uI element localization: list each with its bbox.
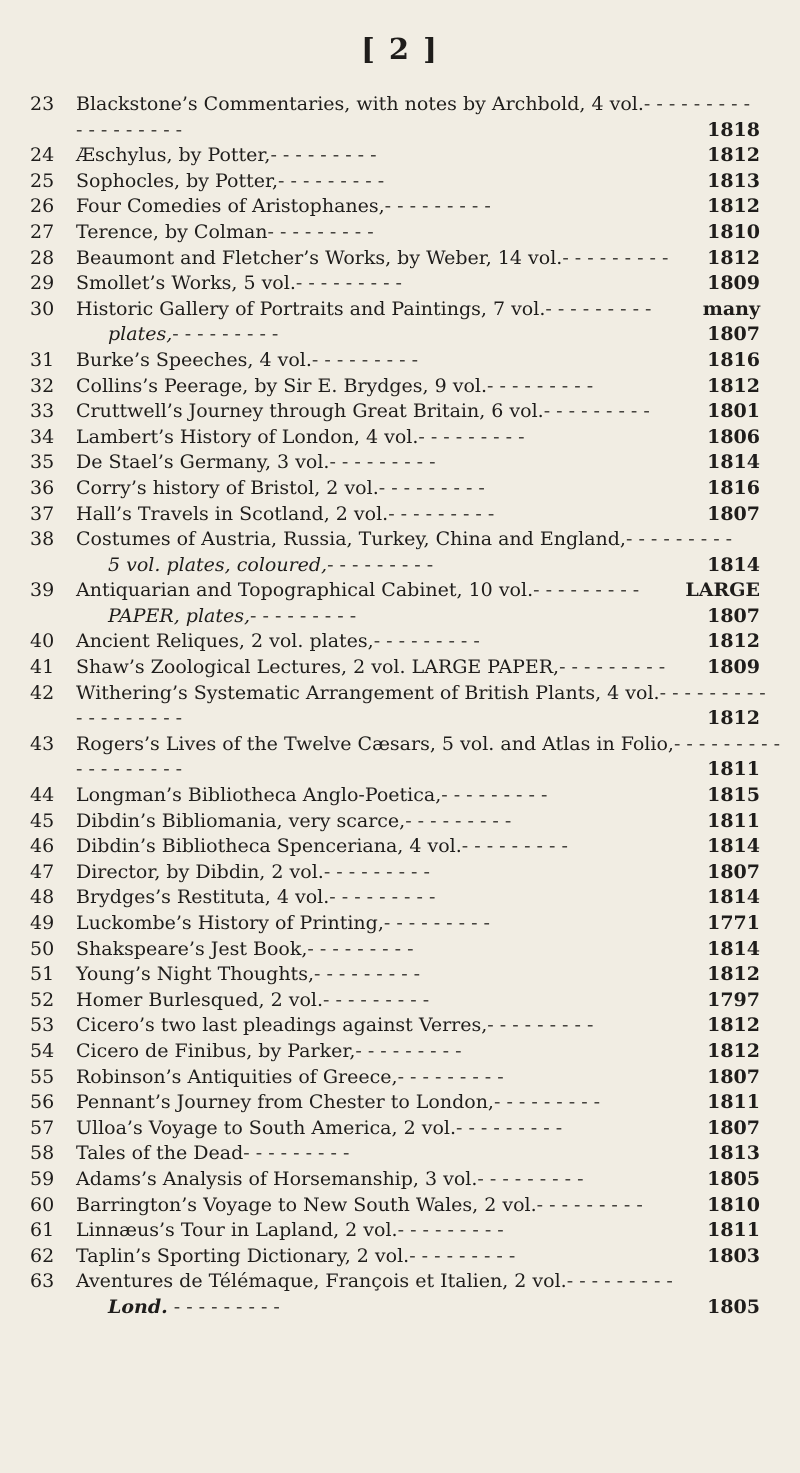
entry-year: 1814 — [707, 886, 760, 909]
list-item — [30, 809, 760, 835]
entry-title: Director, by Dibdin, 2 vol. — [76, 860, 324, 883]
entry-number: 23 — [30, 93, 55, 115]
dot-leader: - - - - - - - - - — [643, 93, 751, 115]
entry-number: 57 — [30, 1116, 55, 1139]
dot-leader: - - - - - - - - - — [243, 1142, 350, 1165]
entry-number: 52 — [30, 988, 55, 1011]
list-item — [30, 681, 766, 732]
list-item — [30, 834, 760, 860]
dot-leader: - - - - - - - - - — [543, 400, 650, 423]
dot-leader: - - - - - - - - - — [329, 886, 436, 909]
list-item — [30, 655, 760, 681]
entry-title: Homer Burlesqued, 2 vol. — [76, 988, 324, 1011]
entry-number: 56 — [30, 1091, 55, 1114]
entry-title: Ulloa’s Voyage to South America, 2 vol. — [76, 1116, 457, 1139]
list-item — [30, 297, 760, 348]
list-item — [30, 450, 760, 476]
entry-continuation: PAPER, plates, — [108, 604, 251, 627]
entry-number: 58 — [30, 1142, 55, 1165]
dot-leader: - - - - - - - - - — [409, 1244, 516, 1267]
entry-year: 1816 — [707, 476, 760, 499]
entry-number: 45 — [30, 809, 55, 832]
entry-number: 61 — [30, 1219, 55, 1242]
dot-leader: - - - - - - - - - — [378, 476, 485, 499]
entry-title: Withering’s Systematic Arrangement of British Plants, 4 vol. — [76, 681, 660, 704]
dot-leader: - - - - - - - - - — [355, 1039, 462, 1062]
dot-leader: - - - - - - - - - — [373, 630, 480, 653]
list-item — [30, 194, 760, 220]
entry-year: 1807 — [707, 860, 760, 883]
entry-title: Aventures de Télémaque, François et Italien, 2 vol. — [76, 1270, 567, 1293]
entry-number: 35 — [30, 451, 55, 474]
entry-year: 1807 — [707, 1065, 760, 1088]
entry-title: Æschylus, by Potter, — [76, 144, 271, 167]
entry-year: 1814 — [707, 553, 760, 576]
dot-leader: - - - - - - - - - — [267, 220, 374, 243]
dot-leader: - - - - - - - - - — [270, 144, 377, 167]
list-item — [30, 271, 760, 297]
entry-year: 1812 — [707, 963, 760, 986]
list-item — [30, 527, 760, 578]
list-item — [30, 1090, 760, 1116]
entry-year: 1810 — [707, 220, 760, 243]
list-item — [30, 1013, 760, 1039]
entry-year: 1797 — [707, 988, 760, 1011]
dot-leader: - - - - - - - - - — [76, 758, 183, 781]
list-item — [30, 220, 760, 246]
dot-leader: - - - - - - - - - — [173, 1295, 280, 1318]
entry-year: LARGE — [685, 579, 760, 602]
entry-number: 38 — [30, 528, 55, 551]
list-item — [30, 399, 760, 425]
entry-title: Dibdin’s Bibliomania, very scarce, — [76, 809, 406, 832]
list-item — [30, 1167, 760, 1193]
entry-continuation: plates, — [108, 323, 173, 346]
dot-leader: - - - - - - - - - — [397, 1065, 504, 1088]
entry-year: 1812 — [707, 630, 760, 653]
dot-leader: - - - - - - - - - — [295, 272, 402, 295]
entry-title: Dibdin’s Bibliotheca Spenceriana, 4 vol. — [76, 835, 462, 858]
dot-leader: - - - - - - - - - — [418, 425, 525, 448]
entry-number: 28 — [30, 246, 55, 269]
entry-year: 1807 — [707, 323, 760, 346]
list-item — [30, 425, 760, 451]
entry-title: Rogers’s Lives of the Twelve Cæsars, 5 vol. and Atlas in Folio, — [76, 732, 674, 755]
entry-year: 1809 — [707, 272, 760, 295]
entry-year: 1816 — [707, 348, 760, 371]
entry-title: Ancient Reliques, 2 vol. plates, — [76, 630, 374, 653]
entry-year: 1806 — [707, 425, 760, 448]
dot-leader: - - - - - - - - - — [278, 169, 385, 192]
book-list — [30, 92, 781, 1321]
dot-leader: - - - - - - - - - — [477, 1167, 584, 1190]
list-item — [30, 988, 760, 1014]
entry-year: 1811 — [707, 809, 760, 832]
entry-title: Longman’s Bibliotheca Anglo-Poetica, — [76, 784, 442, 807]
list-item — [30, 911, 760, 937]
list-item — [30, 1065, 760, 1091]
entry-title: Beaumont and Fletcher’s Works, by Weber, 14 vol. — [76, 246, 563, 269]
entry-number: 31 — [30, 348, 55, 371]
entry-year: 1807 — [707, 604, 760, 627]
entry-year: 1811 — [707, 758, 760, 781]
entry-title: Robinson’s Antiquities of Greece, — [76, 1065, 398, 1088]
entry-title: Shakspeare’s Jest Book, — [76, 937, 308, 960]
entry-number: 36 — [30, 476, 55, 499]
list-item — [30, 1141, 760, 1167]
entry-number: 25 — [30, 169, 55, 192]
entry-title: Linnæus’s Tour in Lapland, 2 vol. — [76, 1219, 398, 1242]
entry-title: Historic Gallery of Portraits and Paintings, 7 vol. — [76, 297, 546, 320]
dot-leader: - - - - - - - - - — [487, 374, 594, 397]
dot-leader: - - - - - - - - - — [172, 323, 279, 346]
entry-year: 1811 — [707, 1219, 760, 1242]
entry-number: 59 — [30, 1167, 55, 1190]
entry-continuation: 5 vol. plates, coloured, — [108, 553, 328, 576]
dot-leader: - - - - - - - - - — [441, 784, 548, 807]
entry-number: 55 — [30, 1065, 55, 1088]
entry-number: 33 — [30, 400, 55, 423]
list-item — [30, 732, 781, 783]
entry-year: 1811 — [707, 1091, 760, 1114]
entry-year: 1807 — [707, 1116, 760, 1139]
dot-leader: - - - - - - - - - — [397, 1219, 504, 1242]
list-item — [30, 1193, 760, 1219]
entry-year: 1812 — [707, 374, 760, 397]
list-item — [30, 962, 760, 988]
list-item — [30, 860, 760, 886]
entry-number: 46 — [30, 835, 55, 858]
dot-leader: - - - - - - - - - — [307, 937, 414, 960]
dot-leader: - - - - - - - - - — [405, 809, 512, 832]
entry-title: Young’s Night Thoughts, — [76, 963, 314, 986]
entry-year: 1807 — [707, 502, 760, 525]
list-item — [30, 937, 760, 963]
entry-number: 34 — [30, 425, 55, 448]
dot-leader: - - - - - - - - - — [559, 656, 666, 679]
entry-title: Brydges’s Restituta, 4 vol. — [76, 886, 330, 909]
entry-number: 29 — [30, 272, 55, 295]
entry-title: Burke’s Speeches, 4 vol. — [76, 348, 312, 371]
list-item — [30, 1218, 760, 1244]
entry-year: many — [702, 297, 760, 320]
entry-title: Pennant’s Journey from Chester to London, — [76, 1091, 494, 1114]
entry-year: 1809 — [707, 656, 760, 679]
dot-leader: - - - - - - - - - — [659, 681, 766, 704]
entry-year: 1815 — [707, 784, 760, 807]
entry-year: 1814 — [707, 835, 760, 858]
dot-leader: - - - - - - - - - — [327, 553, 434, 576]
entry-number: 50 — [30, 937, 55, 960]
entry-title: Cicero’s two last pleadings against Verres, — [76, 1014, 488, 1037]
entry-number: 30 — [30, 297, 55, 320]
entry-year: 1813 — [707, 1142, 760, 1165]
list-item — [30, 1244, 760, 1270]
entry-number: 42 — [30, 681, 55, 704]
entry-number: 26 — [30, 195, 55, 218]
dot-leader: - - - - - - - - - — [311, 348, 419, 371]
entry-number: 54 — [30, 1039, 55, 1062]
dot-leader: - - - - - - - - - — [323, 988, 430, 1011]
entry-number: 37 — [30, 502, 55, 525]
dot-leader: - - - - - - - - - — [313, 963, 421, 986]
entry-number: 60 — [30, 1193, 55, 1216]
entry-year: 1805 — [707, 1167, 760, 1190]
entry-year: 1818 — [707, 118, 760, 141]
entry-year: 1812 — [707, 195, 760, 218]
entry-title: Shaw’s Zoological Lectures, 2 vol. LARGE PAPER, — [76, 656, 560, 679]
entry-number: 51 — [30, 963, 55, 986]
entry-title: Costumes of Austria, Russia, Turkey, China and England, — [76, 528, 626, 551]
dot-leader: - - - - - - - - - — [562, 246, 669, 269]
list-item — [30, 1039, 760, 1065]
entry-number: 48 — [30, 886, 55, 909]
list-item — [30, 1116, 760, 1142]
entry-number: 27 — [30, 220, 55, 243]
entry-year: 1812 — [707, 144, 760, 167]
entry-title: De Stael’s Germany, 3 vol. — [76, 451, 330, 474]
entry-number: 49 — [30, 912, 55, 934]
entry-title: Hall’s Travels in Scotland, 2 vol. — [76, 502, 389, 525]
entry-year: 1814 — [707, 451, 760, 474]
entry-year: 1803 — [707, 1244, 760, 1267]
list-item — [30, 92, 760, 143]
entry-title: Collins’s Peerage, by Sir E. Brydges, 9 vol. — [76, 374, 488, 397]
dot-leader: - - - - - - - - - — [493, 1091, 601, 1114]
entry-title: Barrington’s Voyage to New South Wales, 2 vol. — [76, 1193, 537, 1216]
list-item — [30, 246, 760, 272]
dot-leader: - - - - - - - - - — [566, 1270, 673, 1293]
entry-title: Corry’s history of Bristol, 2 vol. — [76, 476, 379, 499]
entry-title: Blackstone’s Commentaries, with notes by Archbold, 4 vol. — [76, 93, 644, 115]
dot-leader: - - - - - - - - - — [456, 1116, 563, 1139]
entry-title: Four Comedies of Aristophanes, — [76, 195, 385, 218]
dot-leader: - - - - - - - - - — [250, 604, 357, 627]
entry-number: 47 — [30, 860, 55, 883]
list-item — [30, 169, 760, 195]
dot-leader: - - - - - - - - - — [536, 1193, 643, 1216]
entry-title: Smollet’s Works, 5 vol. — [76, 272, 296, 295]
entry-year: 1813 — [707, 169, 760, 192]
entry-year: 1771 — [707, 912, 760, 934]
entry-year: 1812 — [707, 707, 760, 730]
dot-leader: - - - - - - - - - — [388, 502, 495, 525]
dot-leader: - - - - - - - - - — [487, 1014, 594, 1037]
entry-year: 1810 — [707, 1193, 760, 1216]
dot-leader: - - - - - - - - - — [384, 195, 491, 218]
entry-number: 41 — [30, 656, 55, 679]
entry-title: Antiquarian and Topographical Cabinet, 10 vol. — [76, 579, 534, 602]
list-item — [30, 629, 760, 655]
dot-leader: - - - - - - - - - — [625, 528, 733, 551]
entry-number: 62 — [30, 1244, 55, 1267]
entry-number: 24 — [30, 144, 55, 167]
entry-year: 1805 — [707, 1295, 760, 1318]
entry-title: Taplin’s Sporting Dictionary, 2 vol. — [76, 1244, 410, 1267]
list-item — [30, 143, 760, 169]
entry-title: Adams’s Analysis of Horsemanship, 3 vol. — [76, 1167, 478, 1190]
dot-leader: - - - - - - - - - — [76, 118, 183, 141]
page-number: [ 2 ] — [361, 32, 439, 66]
entry-number: 43 — [30, 732, 55, 755]
entry-year: 1801 — [707, 400, 760, 423]
entry-title: Luckombe’s History of Printing, — [76, 912, 384, 934]
dot-leader: - - - - - - - - - — [673, 732, 781, 755]
entry-year: 1812 — [707, 1014, 760, 1037]
list-item — [30, 374, 760, 400]
list-item — [30, 348, 760, 374]
entry-title: Terence, by Colman — [76, 220, 268, 243]
list-item — [30, 476, 760, 502]
entry-title: Cicero de Finibus, by Parker, — [76, 1039, 356, 1062]
entry-title: Cruttwell’s Journey through Great Britain, 6 vol. — [76, 400, 544, 423]
entry-number: 32 — [30, 374, 55, 397]
dot-leader: - - - - - - - - - — [461, 835, 568, 858]
list-item — [30, 1269, 760, 1320]
entry-number: 53 — [30, 1014, 55, 1037]
entry-number: 39 — [30, 579, 55, 602]
list-item — [30, 783, 760, 809]
entry-title: Tales of the Dead — [76, 1142, 244, 1165]
dot-leader: - - - - - - - - - — [76, 707, 183, 730]
entry-title: Lambert’s History of London, 4 vol. — [76, 425, 419, 448]
dot-leader: - - - - - - - - - — [323, 860, 430, 883]
entry-year: 1814 — [707, 937, 760, 960]
entry-continuation: Lond. — [108, 1295, 168, 1318]
dot-leader: - - - - - - - - - — [329, 451, 436, 474]
entry-year: 1812 — [707, 1039, 760, 1062]
dot-leader: - - - - - - - - - — [545, 297, 652, 320]
list-item — [30, 502, 760, 528]
list-item — [30, 885, 760, 911]
entry-number: 63 — [30, 1270, 55, 1293]
entry-year: 1812 — [707, 246, 760, 269]
list-item — [30, 578, 760, 629]
dot-leader: - - - - - - - - - — [383, 912, 490, 934]
entry-number: 40 — [30, 630, 55, 653]
entry-number: 44 — [30, 784, 55, 807]
dot-leader: - - - - - - - - - — [533, 579, 640, 602]
entry-title: Sophocles, by Potter, — [76, 169, 279, 192]
